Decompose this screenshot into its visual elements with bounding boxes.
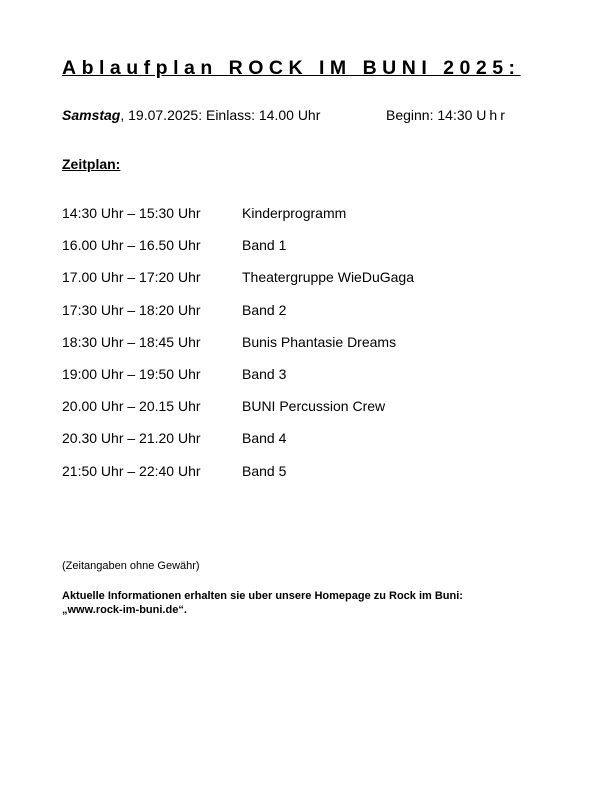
schedule-act: Bunis Phantasie Dreams	[242, 333, 397, 350]
event-date-line	[62, 107, 320, 123]
homepage-info	[62, 589, 463, 617]
schedule-time: 18:30 Uhr – 18:45 Uhr	[62, 333, 201, 350]
schedule-act: Band 5	[242, 462, 287, 479]
homepage-url: „www.rock-im-buni.de“.	[62, 604, 187, 616]
schedule-act: BUNI Percussion Crew	[242, 398, 386, 415]
event-begin-time: Beginn: 14:30	[386, 107, 473, 123]
schedule-act: Band 2	[242, 301, 287, 318]
schedule-heading: Zeitplan:	[62, 156, 121, 172]
schedule-act: Band 1	[242, 237, 287, 254]
schedule-time: 16.00 Uhr – 16.50 Uhr	[62, 237, 201, 254]
event-begin-unit: Uhr	[476, 107, 508, 123]
schedule-time: 21:50 Uhr – 22:40 Uhr	[62, 462, 201, 479]
schedule-time: 14:30 Uhr – 15:30 Uhr	[62, 205, 201, 221]
schedule-time: 20.00 Uhr – 20.15 Uhr	[62, 398, 201, 415]
event-date-admission: , 19.07.2025: Einlass: 14.00 Uhr	[120, 107, 321, 123]
schedule-act: Theatergruppe WieDuGaga	[242, 269, 414, 286]
schedule-time: 17:30 Uhr – 18:20 Uhr	[62, 301, 201, 318]
time-disclaimer: (Zeitangaben ohne Gewähr)	[62, 560, 200, 572]
schedule-act: Kinderprogramm	[242, 205, 347, 221]
schedule-act: Band 3	[242, 365, 287, 382]
schedule-time: 19:00 Uhr – 19:50 Uhr	[62, 365, 201, 382]
schedule-act: Band 4	[242, 430, 287, 447]
document-title: Ablaufplan ROCK IM BUNI 2025:	[62, 57, 521, 79]
schedule-time: 20.30 Uhr – 21.20 Uhr	[62, 430, 201, 447]
homepage-info-text: Aktuelle Informationen erhalten sie uber unsere Homepage zu Rock im Buni:	[62, 590, 463, 602]
schedule-time: 17.00 Uhr – 17:20 Uhr	[62, 269, 201, 286]
event-begin	[386, 107, 508, 123]
event-day: Samstag	[62, 107, 121, 123]
